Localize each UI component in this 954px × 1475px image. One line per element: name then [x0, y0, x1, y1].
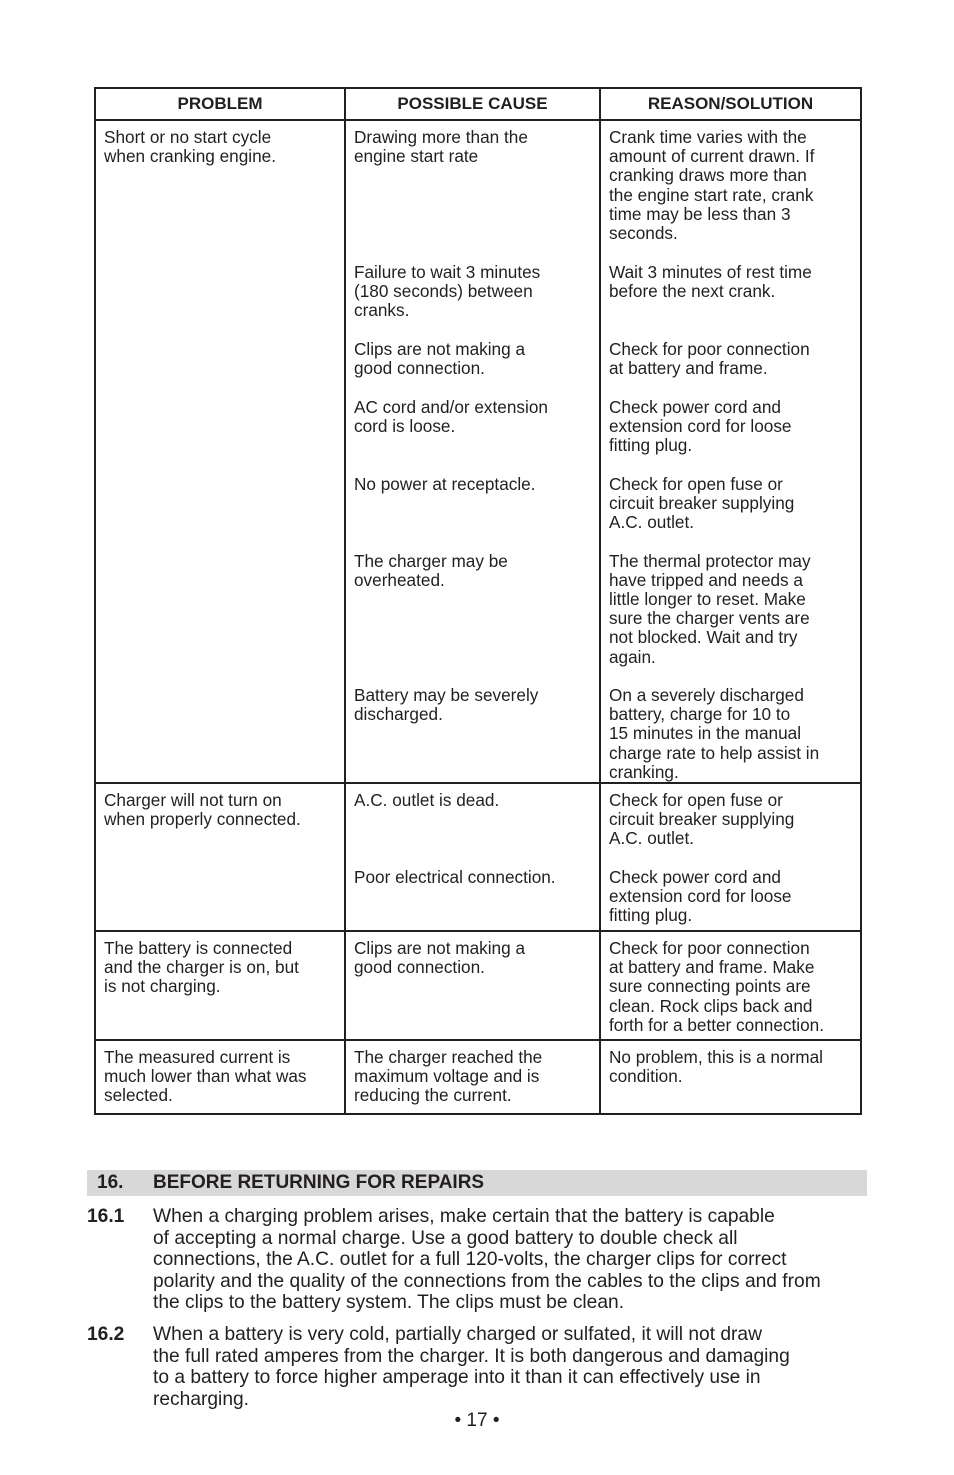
solution-cell [600, 783, 861, 931]
table-row [95, 1040, 861, 1114]
table-row [95, 120, 861, 783]
solution-text: Crank time varies with the amount of current drawn. If cranking draws more than the engine start rate, crank time may be less than 3 seconds. [609, 127, 815, 244]
paragraph-number: 16.2 [87, 1324, 125, 1345]
cause-cell [345, 1040, 600, 1114]
problem-text: Short or no start cycle when cranking engine. [104, 127, 276, 167]
cause-text: Failure to wait 3 minutes (180 seconds) between cranks. [354, 261, 541, 320]
table-header-row [95, 88, 861, 120]
paragraph-text: When a charging problem arises, make certain that the battery is capable of accepting a normal charge. Use a good battery to double check all connections, the A.C. outlet for a full 120-volts, the charger clips for correct polarity and the quality of the connections from the cables to the clips and from the clips to the battery system. The clips must be clean. [153, 1206, 821, 1313]
problem-cell [95, 783, 345, 931]
solution-cell [600, 1040, 861, 1114]
problem-cell [95, 931, 345, 1040]
troubleshooting-table [94, 87, 862, 1115]
section-heading [87, 1170, 867, 1196]
solution-text: No problem, this is a normal condition. [609, 1047, 823, 1087]
cause-cell [345, 120, 600, 783]
solution-text: Wait 3 minutes of rest time before the next crank. [609, 261, 812, 301]
solution-text: Check for open fuse or circuit breaker supplying A.C. outlet. [609, 790, 795, 849]
cause-cell [345, 783, 600, 931]
solution-text: Check power cord and extension cord for loose fitting plug. [609, 867, 792, 926]
problem-text: The measured current is much lower than what was selected. [104, 1047, 307, 1106]
problem-text: The battery is connected and the charger is on, but is not charging. [104, 938, 299, 997]
page-number: • 17 • [454, 1410, 500, 1431]
solution-text: The thermal protector may have tripped and needs a little longer to reset. Make sure the charger vents are not blocked. Wait and try again. [609, 550, 811, 667]
solution-cell [600, 120, 861, 783]
header-reason-solution: REASON/SOLUTION [600, 88, 861, 120]
cause-text: Battery may be severely discharged. [354, 685, 539, 725]
solution-text: Check for open fuse or circuit breaker supplying A.C. outlet. [609, 473, 795, 532]
problem-cell [95, 120, 345, 783]
cause-text: Drawing more than the engine start rate [354, 127, 528, 167]
solution-cell [600, 931, 861, 1040]
cause-text: Poor electrical connection. [354, 867, 556, 888]
table-row [95, 931, 861, 1040]
cause-text: The charger may be overheated. [354, 550, 508, 590]
cause-text: Clips are not making a good connection. [354, 338, 526, 378]
cause-text: A.C. outlet is dead. [354, 790, 500, 811]
cause-cell [345, 931, 600, 1040]
section-title: BEFORE RETURNING FOR REPAIRS [153, 1172, 485, 1193]
section-number: 16. [97, 1172, 124, 1193]
solution-text: Check power cord and extension cord for loose fitting plug. [609, 396, 792, 455]
table-row [95, 783, 861, 931]
cause-text: The charger reached the maximum voltage and is reducing the current. [354, 1047, 543, 1106]
cause-text: No power at receptacle. [354, 473, 536, 494]
cause-text: AC cord and/or extension cord is loose. [354, 396, 548, 436]
header-possible-cause: POSSIBLE CAUSE [345, 88, 600, 120]
problem-cell [95, 1040, 345, 1114]
header-problem: PROBLEM [95, 88, 345, 120]
solution-text: Check for poor connection at battery and frame. [609, 338, 810, 378]
paragraph-number: 16.1 [87, 1206, 125, 1227]
paragraph-text: When a battery is very cold, partially charged or sulfated, it will not draw the full rated amperes from the charger. It is both dangerous and damaging to a battery to force higher amperage into it than it can effectively use in recharging. [153, 1324, 790, 1410]
solution-text: On a severely discharged battery, charge for 10 to 15 minutes in the manual charge rate to help assist in cranking. [609, 685, 820, 782]
problem-text: Charger will not turn on when properly connected. [104, 790, 301, 830]
solution-text: Check for poor connection at battery and frame. Make sure connecting points are clean. Rock clips back and forth for a better connection. [609, 938, 824, 1035]
cause-text: Clips are not making a good connection. [354, 938, 526, 978]
